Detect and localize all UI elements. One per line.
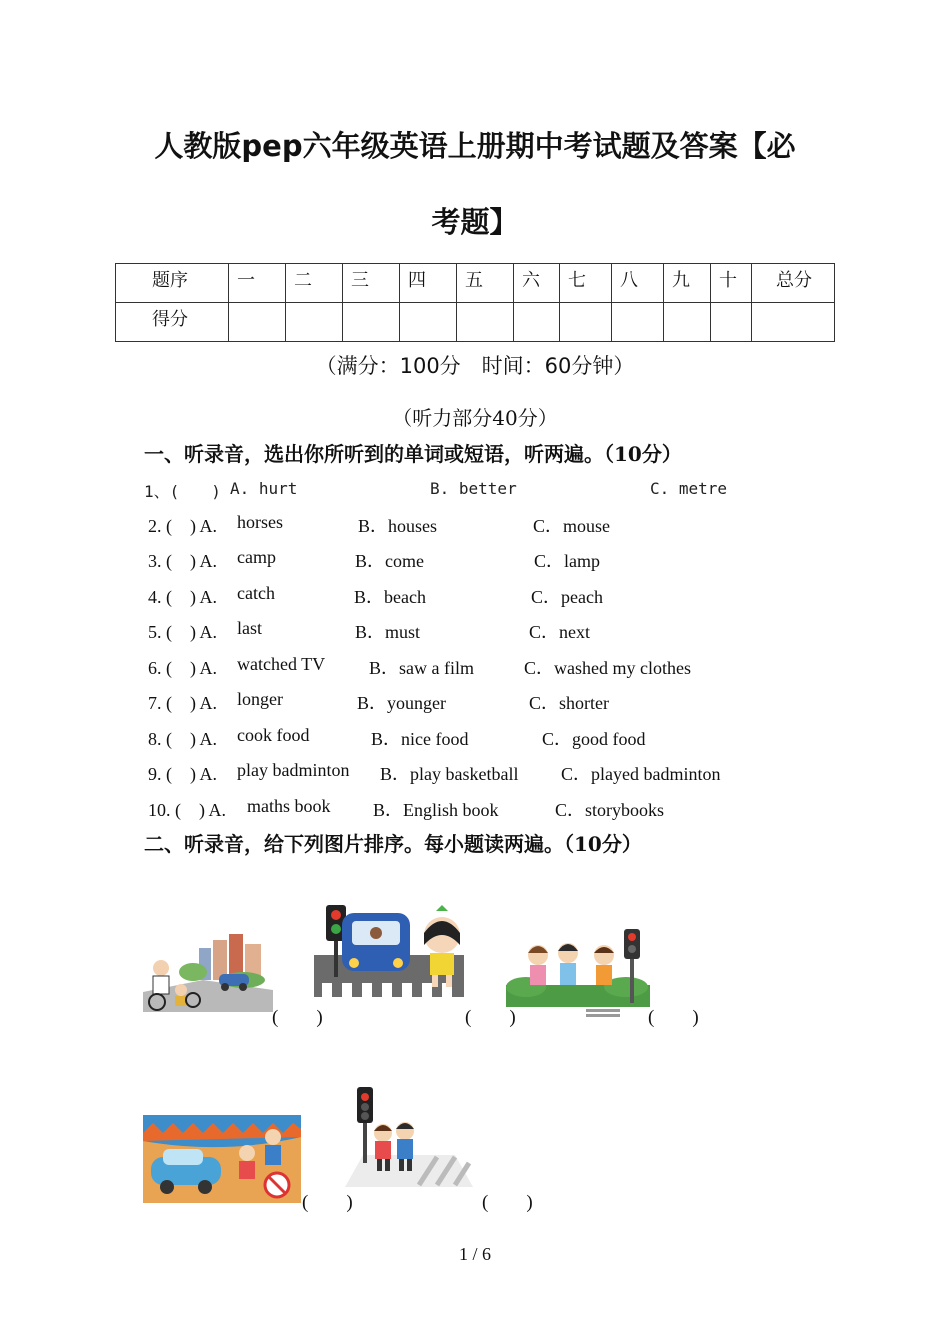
column-5: 五	[457, 264, 514, 303]
question-8-option-c: C．good food	[542, 729, 646, 749]
question-5-option-b: B．must	[355, 622, 421, 642]
column-8: 八	[612, 264, 664, 303]
question-6-option-a: watched TV	[237, 654, 326, 674]
column-10: 十	[711, 264, 752, 303]
question-2-option-a: horses	[237, 512, 283, 532]
question-8-number: 8. ( ) A.	[148, 729, 217, 749]
question-3-number: 3. ( ) A.	[148, 551, 217, 571]
question-6-option-c: C．washed my clothes	[524, 658, 691, 678]
column-6: 六	[514, 264, 560, 303]
listening-heading: （听力部分40分）	[392, 406, 558, 430]
column-2: 二	[286, 264, 343, 303]
question-10-option-b: B．English book	[373, 800, 499, 820]
answer-blank-5[interactable]: ( )	[482, 1192, 533, 1213]
question-1-number: 1、( )	[144, 482, 221, 501]
question-3-option-a: camp	[237, 547, 276, 567]
score-table-header-row	[116, 264, 835, 303]
column-3: 三	[343, 264, 400, 303]
score-cell[interactable]	[286, 303, 343, 342]
score-cell[interactable]	[343, 303, 400, 342]
question-7-number: 7. ( ) A.	[148, 693, 217, 713]
score-cell[interactable]	[711, 303, 752, 342]
score-cell[interactable]	[457, 303, 514, 342]
answer-blank-1[interactable]: ( )	[272, 1007, 323, 1028]
question-3-option-c: C．lamp	[534, 551, 600, 571]
question-1-option-c: C. metre	[650, 479, 728, 498]
question-2-option-b: B．houses	[358, 516, 438, 536]
answer-blank-2[interactable]: ( )	[465, 1007, 516, 1028]
question-1-option-b: B. better	[430, 479, 517, 498]
kids-traffic-light-picture	[345, 1085, 473, 1187]
question-2-number: 2. ( ) A.	[148, 516, 217, 536]
question-6-number: 6. ( ) A.	[148, 658, 217, 678]
question-8-option-a: cook food	[237, 725, 310, 745]
score-cell[interactable]	[514, 303, 560, 342]
section2-heading: 二、听录音，给下列图片排序。每小题读两遍。（10分）	[144, 832, 642, 856]
street-scene-picture	[143, 930, 273, 1012]
question-4-option-c: C．peach	[531, 587, 603, 607]
question-7-option-c: C．shorter	[529, 693, 609, 713]
row-label-cell: 得分	[116, 303, 229, 342]
section1-heading: 一、听录音，选出你所听到的单词或短语，听两遍。（10分）	[144, 442, 682, 466]
page-number: 1 / 6	[458, 1244, 491, 1264]
car-children-picture	[143, 1115, 301, 1203]
column-1: 一	[229, 264, 286, 303]
children-crossing-picture	[506, 925, 650, 1019]
question-3-option-b: B．come	[355, 551, 424, 571]
answer-blank-4[interactable]: ( )	[302, 1192, 353, 1213]
question-2-option-c: C．mouse	[533, 516, 611, 536]
score-cell[interactable]	[612, 303, 664, 342]
question-7-option-a: longer	[237, 689, 283, 709]
total-label-cell: 总分	[752, 264, 835, 303]
question-4-option-a: catch	[237, 583, 275, 603]
question-10-number: 10. ( ) A.	[148, 800, 226, 820]
score-cell[interactable]	[664, 303, 711, 342]
answer-blank-3[interactable]: ( )	[648, 1007, 699, 1028]
question-8-option-b: B．nice food	[371, 729, 469, 749]
score-table	[115, 263, 835, 342]
question-6-option-b: B．saw a film	[369, 658, 474, 678]
question-10-option-a: maths book	[247, 796, 331, 816]
question-9-number: 9. ( ) A.	[148, 764, 217, 784]
document-title-line2: 考题】	[431, 205, 519, 239]
score-table-score-row	[116, 303, 835, 342]
question-7-option-b: B．younger	[357, 693, 446, 713]
document-title-line1: 人教版pep六年级英语上册期中考试题及答案【必	[154, 129, 796, 163]
question-5-option-a: last	[237, 618, 262, 638]
score-cell[interactable]	[400, 303, 457, 342]
question-9-option-c: C．played badminton	[561, 764, 721, 784]
question-9-option-b: B．play basketball	[380, 764, 519, 784]
header-label-cell: 题序	[116, 264, 229, 303]
column-9: 九	[664, 264, 711, 303]
question-4-option-b: B．beach	[354, 587, 426, 607]
question-5-option-c: C．next	[529, 622, 590, 642]
question-4-number: 4. ( ) A.	[148, 587, 217, 607]
score-cell[interactable]	[752, 303, 835, 342]
crosswalk-car-picture	[312, 905, 466, 997]
column-4: 四	[400, 264, 457, 303]
exam-info: （满分：100分 时间：60分钟）	[315, 354, 635, 378]
score-cell[interactable]	[229, 303, 286, 342]
score-cell[interactable]	[560, 303, 612, 342]
question-5-number: 5. ( ) A.	[148, 622, 217, 642]
question-9-option-a: play badminton	[237, 760, 350, 780]
question-1-option-a: A. hurt	[230, 479, 298, 498]
question-10-option-c: C．storybooks	[555, 800, 665, 820]
column-7: 七	[560, 264, 612, 303]
